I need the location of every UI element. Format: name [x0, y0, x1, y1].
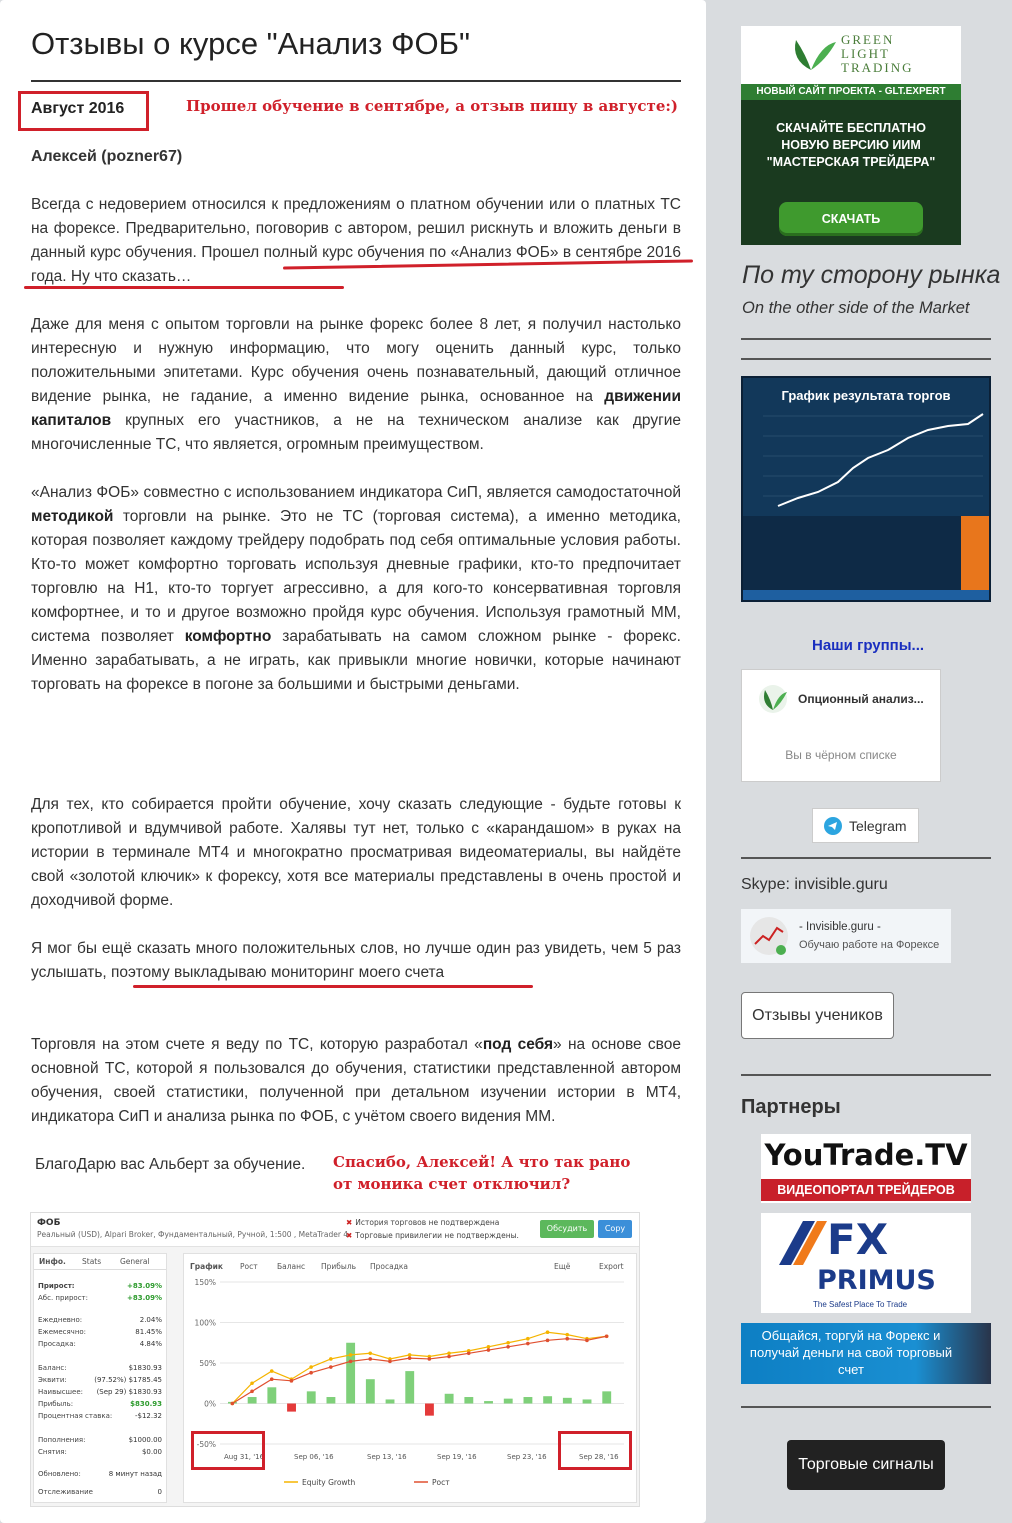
y-tick-label: 0%	[204, 1399, 216, 1409]
paragraph-6: Торговля на этом счете я веду по ТС, которую разработал «под себя» на основе свое основной ТС, которой я пользовался до обучения, статистики представленной автором обучения, своей статистики, полученной при детальном изучении истории в МТ4, индикатора СиП и анализа рынка по ФОБ, с учётом своего видения ММ.	[31, 1036, 681, 1125]
stat-row	[38, 1340, 162, 1348]
series-point	[231, 1402, 235, 1406]
growth-bar	[267, 1387, 276, 1403]
group-logo-icon	[756, 684, 790, 714]
series-point	[270, 1377, 274, 1381]
results-total-column	[961, 516, 989, 600]
youtrade-strip: ВИДЕОПОРТАЛ ТРЕЙДЕРОВ	[761, 1179, 971, 1201]
sidebar-divider	[741, 857, 991, 859]
growth-bar	[445, 1394, 454, 1404]
series-point	[290, 1379, 294, 1383]
series-point	[368, 1351, 372, 1355]
paragraph-4: Для тех, кто собирается пройти обучение, хочу сказать следующие - будьте готовы к кропотливой и вдумчивой работе. Халявы тут нет, только с «карандашом» в руках на истории в терминале МТ4 и многократно просматривая видеоматериалы, вы найдёте свой «золотой ключик» к форексу, хотя все материалы представлены в очень простой и доходчивой форме.	[31, 796, 681, 909]
reviews-button[interactable]: Отзывы учеников	[741, 992, 894, 1039]
series-point	[526, 1337, 530, 1341]
growth-bar	[425, 1404, 434, 1416]
logo-word-3: TRADING	[841, 60, 914, 75]
series-point	[270, 1369, 274, 1373]
x-tick-label: Sep 28, '16	[579, 1453, 619, 1461]
series-point	[309, 1365, 313, 1369]
cross-icon: ✖	[346, 1218, 353, 1227]
title-divider	[31, 80, 681, 82]
y-tick-label: -50%	[196, 1440, 216, 1449]
tab-balance[interactable]: Баланс	[277, 1262, 306, 1271]
logo-word-1: GREEN	[841, 32, 895, 47]
growth-bar	[327, 1397, 336, 1403]
growth-bar	[287, 1404, 296, 1412]
stat-label: Наивысшее:	[38, 1388, 83, 1396]
growth-bar	[346, 1343, 355, 1404]
stat-row	[38, 1364, 162, 1372]
glt-ad-banner[interactable]	[741, 26, 961, 245]
groups-heading[interactable]: Наши группы...	[812, 637, 925, 654]
facebook-group-widget[interactable]	[741, 669, 941, 782]
series-point	[565, 1337, 569, 1341]
results-chart-widget[interactable]	[741, 376, 991, 602]
stat-value: +83.09%	[126, 1294, 162, 1302]
group-status: Вы в чёрном списке	[785, 748, 897, 762]
stat-label: Просадка:	[38, 1340, 76, 1348]
tab-growth[interactable]: Рост	[240, 1262, 258, 1271]
stat-row	[38, 1316, 162, 1324]
warning-1: ✖ История торговов не подтверждена	[346, 1218, 500, 1227]
sidebar-divider	[741, 1074, 991, 1076]
series-point	[428, 1357, 432, 1361]
growth-bar	[583, 1399, 592, 1403]
series-point	[605, 1334, 609, 1338]
primus-logo-text: PRIMUS	[817, 1265, 936, 1296]
stat-label: Снятия:	[38, 1448, 67, 1456]
legend-label: Рост	[432, 1478, 450, 1487]
tab-chart[interactable]: График	[190, 1262, 223, 1271]
stat-value: -$12.32	[134, 1412, 162, 1420]
monitor-subtitle: Реальный (USD), Alpari Broker, Фундаментальный, Ручной, 1:500 , MetaTrader 4	[37, 1230, 349, 1239]
series-point	[585, 1339, 589, 1343]
series-point	[349, 1353, 353, 1357]
series-point	[506, 1345, 510, 1349]
results-total-row	[743, 590, 989, 600]
monitor-header	[31, 1213, 639, 1247]
series-point	[467, 1351, 471, 1355]
series-point	[487, 1345, 491, 1349]
series-point	[349, 1360, 353, 1364]
growth-bar	[504, 1399, 513, 1404]
stat-row	[38, 1436, 162, 1444]
stat-row	[38, 1294, 162, 1302]
thanks-line: БлагоДарю вас Альберт за обучение.	[35, 1156, 306, 1173]
x-tick-label: Aug 31, '16	[224, 1453, 265, 1461]
stat-value: $830.93	[130, 1400, 162, 1408]
ad-logo-area	[741, 26, 961, 84]
growth-bar	[524, 1397, 533, 1403]
stat-value: 2.04%	[139, 1316, 162, 1324]
legend-label: Equity Growth	[302, 1478, 356, 1487]
x-tick-label: Sep 13, '16	[367, 1453, 407, 1461]
stat-label: Обновлено:	[38, 1470, 81, 1478]
series-point	[487, 1348, 491, 1352]
x-tick-label: Sep 06, '16	[294, 1453, 334, 1461]
series-line	[232, 1332, 606, 1403]
date-highlight-end	[558, 1431, 632, 1470]
skype-contact: Skype: invisible.guru	[741, 876, 888, 893]
y-tick-label: 50%	[199, 1359, 216, 1368]
stat-label: Прибыль:	[38, 1400, 74, 1408]
logo-word-2: LIGHT	[841, 46, 890, 61]
youtrade-banner[interactable]	[761, 1134, 971, 1203]
stat-label: Процентная ставка:	[38, 1412, 113, 1420]
fxprimus-banner[interactable]	[761, 1213, 971, 1313]
stat-value: 4.84%	[139, 1340, 162, 1348]
account-monitor-screenshot	[30, 1212, 640, 1507]
stat-label: Эквити:	[38, 1376, 67, 1384]
series-point	[408, 1356, 412, 1360]
series-point	[368, 1357, 372, 1361]
series-line	[232, 1336, 606, 1403]
vk-name[interactable]: - Invisible.guru -	[799, 921, 881, 933]
vk-subtitle: Обучаю работе на Форексе	[799, 939, 940, 951]
date-highlight-start	[191, 1431, 265, 1470]
y-tick-label: 150%	[194, 1278, 216, 1287]
leaf-logo-icon	[781, 30, 841, 80]
stat-value: 0	[157, 1488, 162, 1496]
stat-label: Пополнения:	[38, 1436, 86, 1444]
paragraph-5: Я мог бы ещё сказать много положительных слов, но лучше один раз увидеть, чем 5 раз услышать, поэтому выкладываю мониторинг моего счета	[31, 940, 681, 981]
growth-bar	[464, 1397, 473, 1403]
series-point	[329, 1357, 333, 1361]
youtrade-logo: YouTrade.TV	[764, 1138, 968, 1172]
info-panel	[33, 1253, 167, 1503]
series-point	[447, 1351, 451, 1355]
annotation-top: Прошел обучение в сентябре, а отзыв пишу в августе:)	[186, 97, 679, 115]
stat-value: 8 минут назад	[108, 1470, 162, 1478]
results-title: График результата торгов	[781, 388, 951, 403]
growth-bar	[484, 1401, 493, 1403]
stat-label: Ежедневно:	[38, 1316, 83, 1324]
series-point	[546, 1339, 550, 1343]
partners-heading: Партнеры	[741, 1096, 841, 1118]
paragraph-3: «Анализ ФОБ» совместно с использованием индикатора СиП, является самодостаточной методикой торговли на рынке. Это не ТС (торговая система), а именно методика, которая позволяет каждому трейдеру подобрать под себя оптимальные условия работы. Кто-то может комфортно торговать используя дневные графики, кто-то предпочитает торговлю на H1, кто-то торгует агрессивно, а для кого-то консервативная торговля комфортнее, и то и другое возможно пройдя курс обучения. Используя грамотный ММ, система позволяет комфортно зарабатывать на самом сложном рынке - форекс. Именно зарабатывать, а не играть, как привыкли многие новички, которые начинают торговать на форексе в погоне за большими и быстрыми деньгами.	[31, 484, 681, 693]
discuss-button[interactable]: Обсудить	[540, 1220, 594, 1238]
growth-bar	[602, 1391, 611, 1403]
stat-value: +83.09%	[126, 1282, 162, 1290]
ad-strip: НОВЫЙ САЙТ ПРОЕКТА - GLT.EXPERT	[741, 84, 961, 100]
info-tabs	[34, 1254, 166, 1270]
stat-label: Баланс:	[38, 1364, 67, 1372]
stat-row	[38, 1376, 162, 1384]
stat-value: $1000.00	[128, 1436, 162, 1444]
fx-logo-text: FX	[827, 1215, 889, 1264]
x-tick-label: Sep 23, '16	[507, 1453, 547, 1461]
y-tick-label: 100%	[194, 1318, 216, 1328]
vk-profile-widget[interactable]	[741, 909, 951, 963]
forex-promo-banner[interactable]	[741, 1323, 991, 1384]
telegram-label: Telegram	[849, 818, 907, 834]
stat-row	[38, 1412, 162, 1420]
stat-label: Абс. прирост:	[38, 1294, 88, 1302]
growth-bar	[563, 1398, 572, 1404]
stat-row	[38, 1470, 162, 1478]
sidebar	[722, 0, 1012, 1523]
monitor-title: ФОБ	[37, 1218, 61, 1228]
stat-row	[38, 1400, 162, 1408]
stat-value: (Sep 29) $1830.93	[96, 1388, 162, 1396]
paragraph-1: Всегда с недоверием относился к предложениям о платном обучении или о платных ТС на форексе. Предварительно, поговорив с автором, решил рискнуть и вложить деньги в данный курс обучения. Прошел полный курс обучения по «Анализ ФОБ» в сентябре 2016 года. Ну что сказать…	[31, 196, 681, 285]
paragraph-2: Даже для меня с опытом торговли на рынке форекс более 8 лет, я получил настолько интересную и нужную информацию, что могу оценить данный курс, только положительными эпитетами. Курс обучения очень познавательный, дающий отличное видение рынка, не гадание, а именно видение рынка, основанное на движении капиталов крупных его участников, а не на техническом анализе как другие многочисленные ТС, что является, огромным преимуществом.	[31, 316, 681, 453]
tab-stats[interactable]: Stats	[82, 1257, 102, 1266]
stat-value: 81.45%	[135, 1328, 162, 1336]
annotation-bottom: Спасибо, Алексей! А что так рано от моника счет отключил?	[333, 1153, 631, 1193]
growth-bar	[366, 1379, 375, 1403]
growth-bar	[405, 1371, 414, 1403]
series-point	[526, 1342, 530, 1346]
growth-bar	[307, 1391, 316, 1403]
sidebar-divider	[741, 338, 991, 340]
series-point	[447, 1355, 451, 1359]
tab-general[interactable]: General	[120, 1257, 150, 1266]
cross-icon: ✖	[346, 1231, 353, 1240]
stat-value: $0.00	[141, 1448, 162, 1456]
stat-row	[38, 1488, 162, 1496]
site-title: По ту сторону рынка	[742, 261, 1001, 289]
underline-2	[24, 286, 344, 289]
results-table	[743, 516, 989, 600]
series-point	[546, 1330, 550, 1334]
growth-bar	[543, 1396, 552, 1403]
avatar	[749, 916, 789, 956]
telegram-icon	[823, 816, 843, 836]
copy-button[interactable]: Copy	[598, 1220, 632, 1238]
stat-row	[38, 1282, 162, 1290]
stat-label: Прирост:	[38, 1282, 75, 1290]
stat-row	[38, 1448, 162, 1456]
ad-text: СКАЧАЙТЕ БЕСПЛАТНО НОВУЮ ВЕРСИЮ ИИМ "МАСТЕРСКАЯ ТРЕЙДЕРА"	[766, 121, 936, 169]
series-point	[408, 1353, 412, 1357]
stat-label: Ежемесячно:	[38, 1328, 87, 1336]
results-chart-icon	[743, 406, 989, 516]
group-name[interactable]: Опционный анализ...	[798, 692, 924, 706]
series-point	[388, 1360, 392, 1364]
stat-label: Отслеживание	[38, 1488, 93, 1496]
fxprimus-tagline: The Safest Place To Trade	[813, 1300, 908, 1309]
series-point	[309, 1371, 313, 1375]
series-point	[565, 1333, 569, 1337]
tab-info[interactable]: Инфо.	[39, 1257, 66, 1266]
tab-drawdown[interactable]: Просадка	[370, 1262, 409, 1271]
page-title: Отзывы о курсе "Анализ ФОБ"	[31, 26, 470, 61]
stat-row	[38, 1328, 162, 1336]
telegram-button[interactable]	[812, 808, 919, 843]
trading-signals-button[interactable]: Торговые сигналы	[787, 1440, 945, 1490]
warning-2: ✖ Торговые привилегии не подтверждены.	[346, 1231, 519, 1240]
series-point	[250, 1390, 254, 1394]
fxprimus-logo-icon	[769, 1217, 829, 1267]
review-author: Алексей (pozner67)	[31, 148, 183, 165]
series-point	[506, 1341, 510, 1345]
x-tick-label: Sep 19, '16	[437, 1453, 477, 1461]
series-point	[250, 1381, 254, 1385]
growth-bar	[386, 1399, 395, 1403]
site-subtitle: On the other side of the Market	[742, 299, 970, 317]
review-date: Август 2016	[31, 100, 125, 117]
sidebar-divider	[741, 1406, 991, 1408]
growth-bar	[248, 1397, 257, 1403]
stat-value: (97.52%) $1785.45	[94, 1376, 162, 1384]
stat-row	[38, 1388, 162, 1396]
sidebar-divider	[741, 358, 991, 360]
stat-value: $1830.93	[128, 1364, 162, 1372]
download-button[interactable]: СКАЧАТЬ	[779, 202, 923, 236]
more-menu[interactable]: Ещё	[554, 1262, 571, 1271]
series-point	[329, 1365, 333, 1369]
promo-text: Общайся, торгуй на Форекс и получай деньги на свой торговый счет	[749, 1328, 953, 1377]
underline-3	[133, 985, 533, 988]
tab-profit[interactable]: Прибыль	[321, 1262, 357, 1271]
export-menu[interactable]: Export	[599, 1262, 624, 1271]
